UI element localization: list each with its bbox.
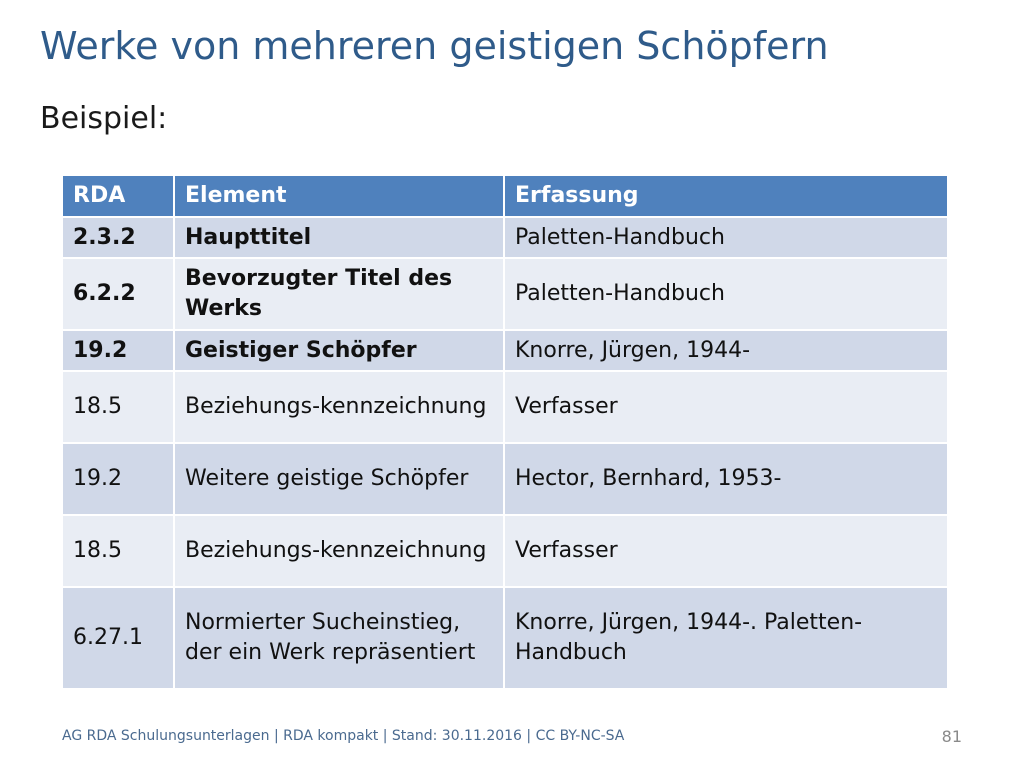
- header-element: Element: [174, 175, 504, 217]
- page-number: 81: [941, 727, 962, 746]
- cell-element: Normierter Sucheinstieg, der ein Werk repräsentiert: [174, 587, 504, 689]
- cell-rda: 2.3.2: [62, 217, 174, 258]
- rda-table: [61, 174, 949, 690]
- cell-rda: 19.2: [62, 330, 174, 371]
- table-row: [62, 371, 948, 443]
- cell-erfassung: Verfasser: [504, 515, 948, 587]
- table-row: [62, 217, 948, 258]
- cell-erfassung: Paletten-Handbuch: [504, 217, 948, 258]
- cell-erfassung: Verfasser: [504, 371, 948, 443]
- cell-erfassung: Knorre, Jürgen, 1944-. Paletten-Handbuch: [504, 587, 948, 689]
- cell-element: Beziehungs-kennzeichnung: [174, 515, 504, 587]
- table-header-row: [62, 175, 948, 217]
- cell-element: Beziehungs-kennzeichnung: [174, 371, 504, 443]
- cell-rda: 18.5: [62, 371, 174, 443]
- table-row: [62, 443, 948, 515]
- cell-erfassung: Paletten-Handbuch: [504, 258, 948, 330]
- table-row: [62, 515, 948, 587]
- cell-element: Bevorzugter Titel des Werks: [174, 258, 504, 330]
- cell-element: Haupttitel: [174, 217, 504, 258]
- cell-element: Geistiger Schöpfer: [174, 330, 504, 371]
- cell-rda: 18.5: [62, 515, 174, 587]
- slide-title: Werke von mehreren geistigen Schöpfern: [40, 24, 829, 68]
- cell-erfassung: Knorre, Jürgen, 1944-: [504, 330, 948, 371]
- table-row: [62, 587, 948, 689]
- header-erfassung: Erfassung: [504, 175, 948, 217]
- cell-erfassung: Hector, Bernhard, 1953-: [504, 443, 948, 515]
- table-row: [62, 258, 948, 330]
- cell-element: Weitere geistige Schöpfer: [174, 443, 504, 515]
- header-rda: RDA: [62, 175, 174, 217]
- slide-footer: AG RDA Schulungsunterlagen | RDA kompakt | Stand: 30.11.2016 | CC BY-NC-SA: [62, 728, 625, 744]
- cell-rda: 19.2: [62, 443, 174, 515]
- cell-rda: 6.2.2: [62, 258, 174, 330]
- cell-rda: 6.27.1: [62, 587, 174, 689]
- slide-subtitle: Beispiel:: [40, 101, 168, 136]
- table-row: [62, 330, 948, 371]
